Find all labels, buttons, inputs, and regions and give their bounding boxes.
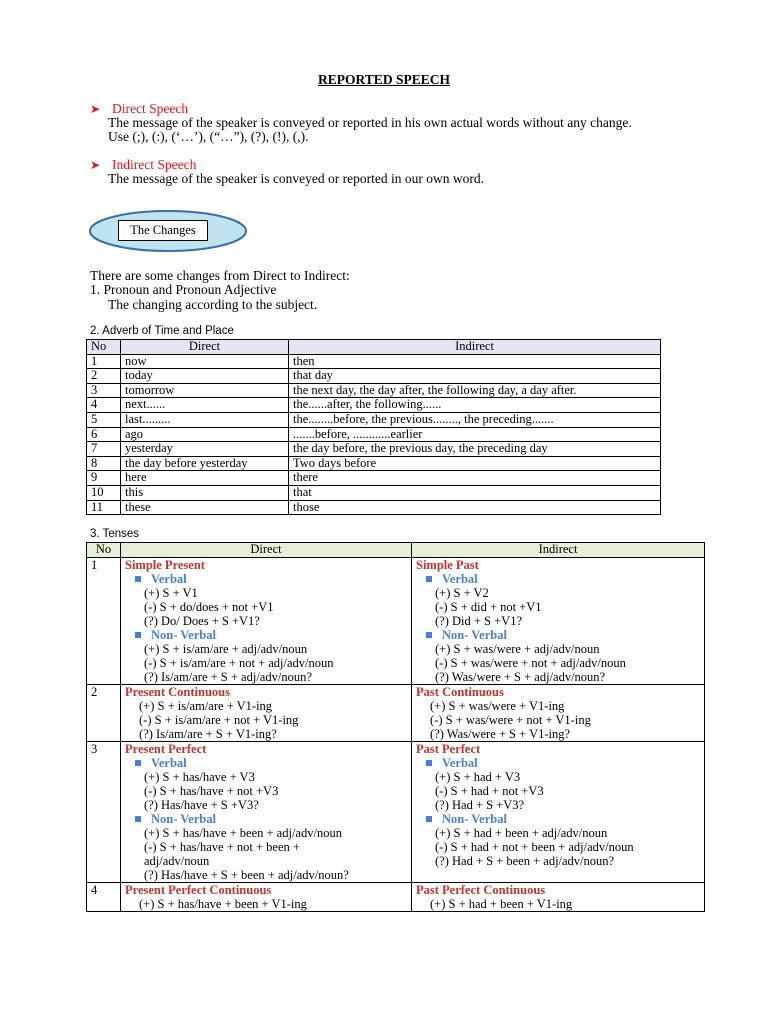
formula-line: (-) S + was/were + not + adj/adv/noun: [435, 655, 626, 670]
no-cell: 2: [87, 684, 121, 741]
table-row: [87, 427, 661, 442]
verbal-subheading: [125, 572, 407, 586]
formula-line: (+) S + has/have + V3: [144, 769, 255, 784]
tense-name: Past Continuous: [416, 684, 504, 699]
intro-line: 1. Pronoun and Pronoun Adjective: [90, 282, 277, 297]
indirect-cell: [412, 741, 705, 882]
formula-line: (-) S + is/am/are + not + adj/adv/noun: [144, 655, 334, 670]
formula-line: (?) Is/am/are + S + adj/adv/noun?: [144, 669, 312, 684]
indirect-speech-title: Indirect Speech: [112, 157, 197, 172]
formula-line: (?) Has/have + S + been + adj/adv/noun?: [144, 867, 349, 882]
square-bullet-icon: [426, 632, 432, 638]
no-cell: 6: [87, 427, 121, 442]
table-row: [87, 557, 705, 684]
indirect-cell: the........before, the previous........, the preceding.......: [289, 412, 661, 427]
formula-line: adj/adv/noun: [144, 853, 210, 868]
nonverbal-subheading: [416, 628, 700, 642]
formula-line: (-) S + has/have + not + been +: [144, 839, 300, 854]
formula-line: (-) S + had + not +V3: [435, 783, 544, 798]
formula-line: (?) Do/ Does + S +V1?: [144, 613, 260, 628]
direct-cell: [121, 557, 412, 684]
tense-name: Present Perfect: [125, 741, 207, 756]
formula-line: (?) Was/were + S + V1-ing?: [430, 726, 571, 741]
table-row: [87, 383, 661, 398]
verbal-label: Verbal: [151, 755, 187, 770]
tense-name: Present Perfect Continuous: [125, 882, 272, 897]
no-cell: 4: [87, 882, 121, 911]
tense-name: Simple Past: [416, 557, 479, 572]
no-cell: 11: [87, 500, 121, 515]
indirect-speech-line: The message of the speaker is conveyed or reported in our own word.: [108, 171, 485, 186]
formula-line: (?) Was/were + S + adj/adv/noun?: [435, 669, 606, 684]
verbal-subheading: [416, 756, 700, 770]
tenses-table: [86, 542, 705, 912]
formula-line: (+) S + has/have + been + adj/adv/noun: [144, 825, 342, 840]
indirect-cell: [412, 882, 705, 911]
table-row: [87, 456, 661, 471]
no-cell: 4: [87, 398, 121, 413]
direct-cell: today: [121, 369, 289, 384]
adverb-section-heading: 2. Adverb of Time and Place: [90, 325, 234, 337]
direct-speech-line: The message of the speaker is conveyed or reported in his own actual words without any change.: [108, 115, 632, 130]
no-cell: 5: [87, 412, 121, 427]
formula-line: (-) S + was/were + not + V1-ing: [430, 712, 591, 727]
verbal-subheading: [125, 756, 407, 770]
table-row: [87, 684, 705, 741]
indirect-cell: [412, 684, 705, 741]
table-row: [87, 354, 661, 369]
no-cell: 1: [87, 354, 121, 369]
nonverbal-label: Non- Verbal: [442, 627, 507, 642]
nonverbal-subheading: [125, 628, 407, 642]
direct-cell: these: [121, 500, 289, 515]
indirect-cell: those: [289, 500, 661, 515]
arrow-bullet-icon: ➤: [90, 158, 101, 172]
table-row: [87, 741, 705, 882]
tense-name: Past Perfect: [416, 741, 481, 756]
formula-line: (-) S + did + not +V1: [435, 599, 542, 614]
tenses-section-heading: 3. Tenses: [90, 528, 140, 540]
square-bullet-icon: [426, 816, 432, 822]
column-header: Indirect: [412, 543, 705, 558]
direct-cell: [121, 684, 412, 741]
indirect-cell: then: [289, 354, 661, 369]
adverb-table: [86, 339, 661, 515]
table-row: [87, 412, 661, 427]
table-row: [87, 369, 661, 384]
formula-line: (-) S + do/does + not +V1: [144, 599, 274, 614]
no-cell: 1: [87, 557, 121, 684]
formula-line: (-) S + has/have + not +V3: [144, 783, 279, 798]
formula-line: (+) S + was/were + adj/adv/noun: [435, 641, 600, 656]
arrow-bullet-icon: ➤: [90, 102, 101, 116]
formula-line: (-) S + had + not + been + adj/adv/noun: [435, 839, 634, 854]
intro-line: The changing according to the subject.: [108, 297, 318, 312]
table-row: [87, 442, 661, 457]
direct-cell: now: [121, 354, 289, 369]
formula-line: (+) S + has/have + been + V1-ing: [139, 896, 307, 911]
formula-line: (?) Had + S +V3?: [435, 797, 525, 812]
direct-cell: last.........: [121, 412, 289, 427]
no-cell: 8: [87, 456, 121, 471]
page-title: REPORTED SPEECH: [318, 72, 450, 87]
formula-line: (-) S + is/am/are + not + V1-ing: [139, 712, 299, 727]
direct-cell: this: [121, 485, 289, 500]
tense-name: Past Perfect Continuous: [416, 882, 546, 897]
indirect-cell: the day before, the previous day, the preceding day: [289, 442, 661, 457]
table-header-row: [87, 543, 705, 558]
direct-speech-title: Direct Speech: [112, 101, 189, 116]
no-cell: 7: [87, 442, 121, 457]
square-bullet-icon: [426, 576, 432, 582]
formula-line: (+) S + is/am/are + V1-ing: [139, 698, 273, 713]
square-bullet-icon: [135, 760, 141, 766]
direct-cell: [121, 882, 412, 911]
table-row: [87, 882, 705, 911]
tense-name: Present Continuous: [125, 684, 230, 699]
intro-line: There are some changes from Direct to Indirect:: [90, 268, 350, 283]
the-changes-label: The Changes: [118, 220, 208, 241]
indirect-cell: that: [289, 485, 661, 500]
square-bullet-icon: [135, 632, 141, 638]
indirect-cell: [412, 557, 705, 684]
formula-line: (+) S + is/am/are + adj/adv/noun: [144, 641, 308, 656]
nonverbal-subheading: [416, 812, 700, 826]
verbal-label: Verbal: [442, 571, 478, 586]
formula-line: (+) S + had + V3: [435, 769, 521, 784]
column-header: Indirect: [289, 340, 661, 355]
column-header: Direct: [121, 543, 412, 558]
the-changes-callout: [88, 209, 248, 253]
formula-line: (+) S + was/were + V1-ing: [430, 698, 565, 713]
formula-line: (?) Did + S +V1?: [435, 613, 522, 628]
direct-cell: ago: [121, 427, 289, 442]
no-cell: 9: [87, 471, 121, 486]
formula-line: (+) S + V1: [144, 585, 198, 600]
direct-cell: tomorrow: [121, 383, 289, 398]
formula-line: (+) S + had + been + V1-ing: [430, 896, 573, 911]
nonverbal-subheading: [125, 812, 407, 826]
verbal-subheading: [416, 572, 700, 586]
table-row: [87, 500, 661, 515]
square-bullet-icon: [135, 576, 141, 582]
verbal-label: Verbal: [151, 571, 187, 586]
column-header: Direct: [121, 340, 289, 355]
indirect-cell: there: [289, 471, 661, 486]
table-row: [87, 471, 661, 486]
verbal-label: Verbal: [442, 755, 478, 770]
column-header: No: [87, 543, 121, 558]
indirect-cell: Two days before: [289, 456, 661, 471]
direct-cell: the day before yesterday: [121, 456, 289, 471]
indirect-cell: .......before, ............earlier: [289, 427, 661, 442]
square-bullet-icon: [135, 816, 141, 822]
no-cell: 3: [87, 741, 121, 882]
indirect-cell: the next day, the day after, the following day, a day after.: [289, 383, 661, 398]
table-header-row: [87, 340, 661, 355]
nonverbal-label: Non- Verbal: [151, 627, 216, 642]
indirect-cell: the......after, the following......: [289, 398, 661, 413]
formula-line: (+) S + had + been + adj/adv/noun: [435, 825, 608, 840]
table-row: [87, 398, 661, 413]
square-bullet-icon: [426, 760, 432, 766]
column-header: No: [87, 340, 121, 355]
no-cell: 2: [87, 369, 121, 384]
direct-cell: next......: [121, 398, 289, 413]
formula-line: (?) Has/have + S +V3?: [144, 797, 259, 812]
indirect-cell: that day: [289, 369, 661, 384]
nonverbal-label: Non- Verbal: [151, 811, 216, 826]
direct-cell: yesterday: [121, 442, 289, 457]
tense-name: Simple Present: [125, 557, 205, 572]
formula-line: (+) S + V2: [435, 585, 489, 600]
formula-line: (?) Is/am/are + S + V1-ing?: [139, 726, 277, 741]
direct-cell: here: [121, 471, 289, 486]
table-row: [87, 485, 661, 500]
direct-cell: [121, 741, 412, 882]
direct-speech-line: Use (;), (:), (‘…’), (“…”), (?), (!), (,).: [108, 129, 309, 144]
no-cell: 10: [87, 485, 121, 500]
no-cell: 3: [87, 383, 121, 398]
nonverbal-label: Non- Verbal: [442, 811, 507, 826]
formula-line: (?) Had + S + been + adj/adv/noun?: [435, 853, 615, 868]
